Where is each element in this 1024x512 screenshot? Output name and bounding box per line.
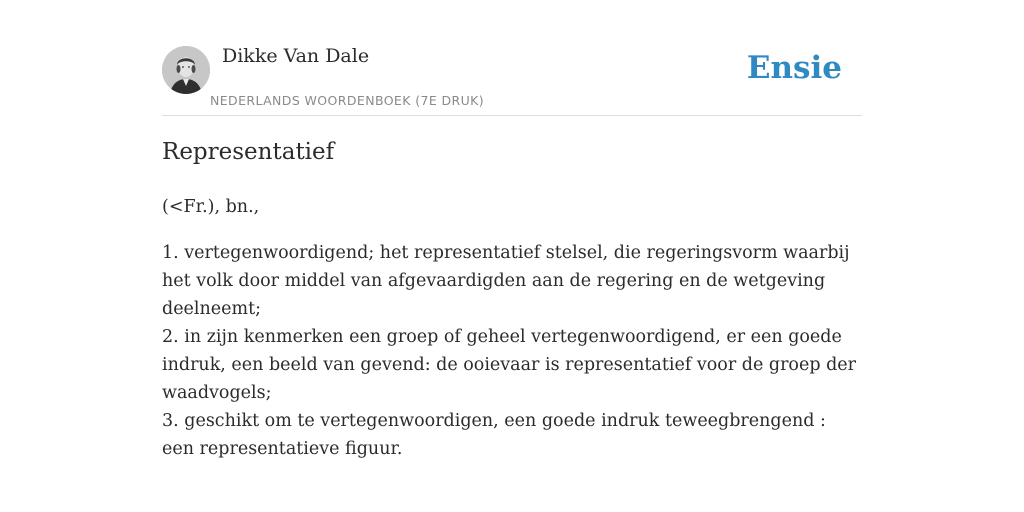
author-avatar[interactable] [162, 46, 210, 94]
entry-content [162, 193, 862, 463]
source-name: NEDERLANDS WOORDENBOEK (7E DRUK) [210, 93, 485, 108]
entry-title: Representatief [162, 139, 335, 165]
grammar-note: (<Fr.), bn., [162, 197, 260, 217]
ensie-logo[interactable]: Ensie [746, 50, 842, 86]
definition-item: 1. vertegenwoordigend; het representatief stelsel, die regeringsvorm waarbij het volk door middel van afgevaardigden aan de regering en de wetgeving deelneemt; [162, 243, 850, 319]
portrait-icon [162, 46, 210, 94]
author-name[interactable]: Dikke Van Dale [222, 45, 370, 67]
definition-item: 3. geschikt om te vertegenwoordigen, een goede indruk teweegbrengend : een representatieve figuur. [162, 411, 826, 459]
header [162, 44, 862, 116]
definition-item: 2. in zijn kenmerken een groep of geheel vertegenwoordigend, er een goede indruk, een beeld van gevend: de ooievaar is representatief voor de groep der waadvogels; [162, 327, 857, 403]
